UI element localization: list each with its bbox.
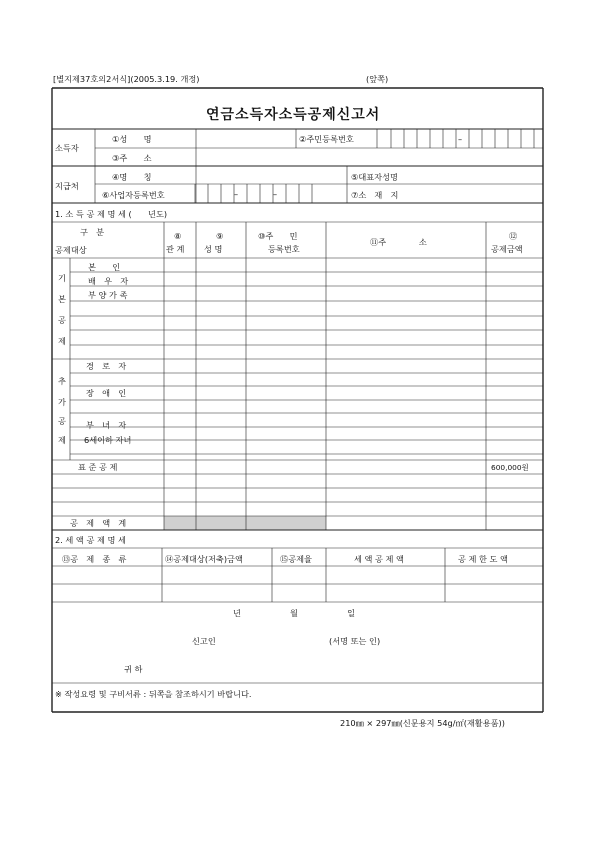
payer-name-label: ④명 칭	[112, 172, 152, 182]
bizno-label: ⑥사업자등록번호	[102, 190, 165, 200]
bizno-dash-2: –	[273, 189, 278, 199]
form-number: [별지제37호의2서식](2005.3.19. 개정)	[53, 74, 200, 84]
income-earner-label: 소득자	[55, 143, 79, 153]
std-deduction-amount: 600,000원	[491, 463, 529, 472]
rrn-col-header: 등록번호	[268, 244, 300, 254]
add-item-child: 6세이하 자녀	[84, 435, 132, 445]
date-line: 년 월 일	[233, 608, 355, 618]
name-label: ①성 명	[112, 134, 152, 144]
add-item-women: 부 녀 자	[86, 420, 127, 430]
name-num: ⑨	[216, 231, 224, 241]
address-label: ③주 소	[112, 153, 152, 163]
target-amount-header: ⑭공제대상(저축)금액	[165, 554, 243, 564]
rrn-dash: –	[458, 134, 463, 144]
amt-header: 공제금액	[491, 244, 523, 254]
addressee-label: 귀 하	[124, 664, 143, 674]
section2-title: 2. 세 액 공 제 명 세	[55, 535, 126, 545]
payer-label: 지급처	[55, 181, 79, 191]
name-header: 성 명	[204, 244, 223, 254]
add-label-3: 공	[58, 416, 66, 426]
add-label-4: 제	[58, 435, 66, 445]
total-deduction-label: 공 제 액 계	[70, 518, 127, 528]
basic-label-1: 기	[58, 273, 66, 283]
tax-type-header: ⑬공 제 종 류	[62, 554, 127, 564]
rrn-col-num: ⑩주 민	[258, 231, 298, 241]
basic-label-4: 제	[58, 336, 66, 346]
add-item-elderly: 경 로 자	[86, 361, 127, 371]
signature-label: (서명 또는 인)	[329, 636, 381, 646]
rep-name-label: ⑤대표자성명	[351, 172, 398, 182]
std-deduction-label: 표 준 공 제	[78, 462, 118, 472]
amt-num: ⑫	[509, 231, 518, 241]
addr-col-header: ⑪주 소	[370, 237, 427, 247]
basic-item-spouse: 배 우 자	[88, 276, 129, 286]
instructions-note: ※ 작성요령 및 구비서류 : 뒤쪽을 참조하시기 바랍니다.	[55, 689, 252, 699]
location-label: ⑦소 재 지	[351, 190, 399, 200]
paper-spec: 210㎜ × 297㎜(신문용지 54g/㎡(재활용품))	[340, 718, 505, 728]
tax-credit-header: 세 액 공 제 액	[354, 554, 404, 564]
form-title: 연금소득자소득공제신고서	[206, 107, 381, 123]
limit-header: 공 제 한 도 액	[458, 554, 508, 564]
front-side-label: (앞쪽)	[366, 74, 389, 84]
rel-header: 관 계	[166, 244, 185, 254]
basic-item-dependents: 부 양 가 족	[88, 290, 128, 300]
basic-label-2: 본	[58, 294, 66, 304]
basic-label-3: 공	[58, 315, 66, 325]
bizno-dash-1: –	[234, 189, 239, 199]
reporter-label: 신고인	[192, 636, 216, 646]
rrn-label: ②주민등록번호	[299, 134, 354, 144]
add-item-disabled: 장 애 인	[86, 388, 127, 398]
basic-item-self: 본 인	[88, 262, 121, 272]
gubun-header: 구 분	[80, 227, 105, 237]
add-label-2: 가	[58, 397, 66, 407]
section1-title: 1. 소 득 공 제 명 세 ( 년도)	[55, 209, 168, 219]
add-label-1: 추	[58, 376, 66, 386]
target-header: 공제대상	[55, 245, 87, 255]
rate-header: ⑮공제율	[280, 554, 312, 564]
rel-num: ⑧	[174, 231, 182, 241]
